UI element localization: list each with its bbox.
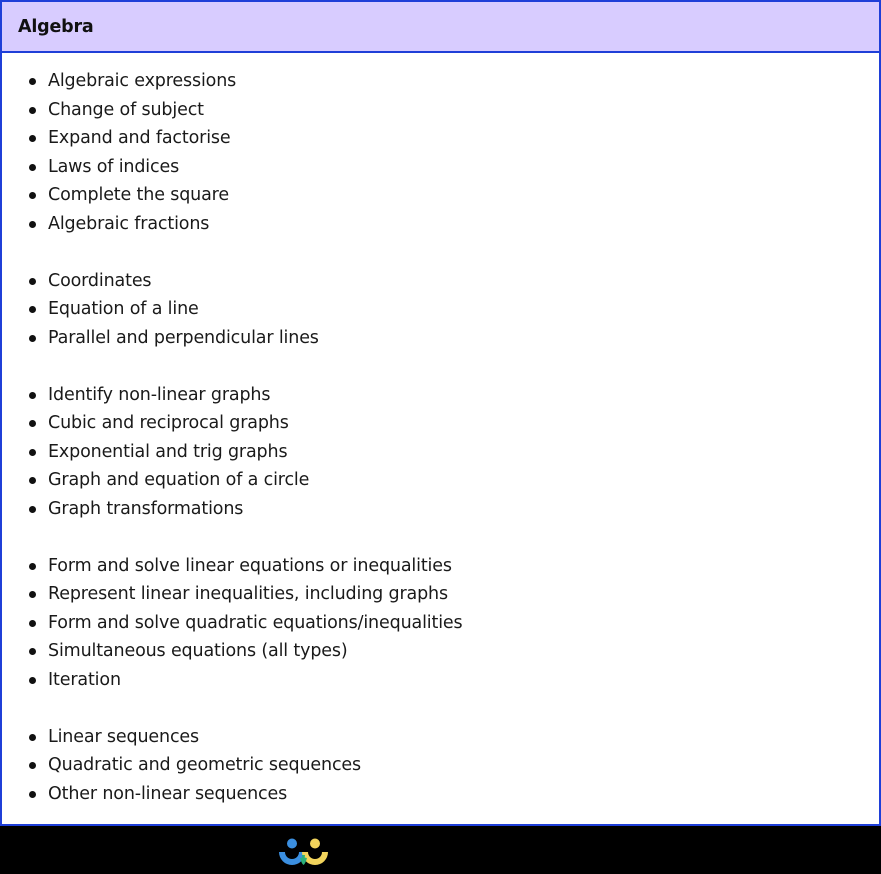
list-item-label: Simultaneous equations (all types)	[48, 641, 348, 661]
list-item-label: Graph and equation of a circle	[48, 470, 310, 490]
bullet-icon	[29, 278, 36, 285]
bullet-icon	[29, 78, 36, 85]
bullet-icon	[29, 648, 36, 655]
bullet-icon	[29, 420, 36, 427]
list-item	[2, 67, 879, 96]
list-item	[2, 751, 879, 780]
topic-group-sequences	[2, 723, 879, 809]
list-item	[2, 153, 879, 182]
bullet-icon	[29, 591, 36, 598]
list-item-label: Graph transformations	[48, 498, 244, 519]
bullet-icon	[29, 620, 36, 627]
list-item	[2, 438, 879, 467]
list-item-label: Form and solve quadratic equations/inequalities	[48, 612, 463, 633]
list-item-label: Parallel and perpendicular lines	[48, 327, 319, 348]
topic-group-equations-inequalities	[2, 552, 879, 695]
bullet-icon	[29, 164, 36, 171]
list-item	[2, 495, 879, 524]
list-item	[2, 552, 879, 581]
card-body	[2, 53, 879, 808]
list-item	[2, 124, 879, 153]
list-item	[2, 466, 879, 495]
list-item	[2, 210, 879, 239]
list-item-label: Iteration	[48, 669, 121, 690]
list-item	[2, 723, 879, 752]
two-smiling-figures-logo-icon	[278, 838, 330, 869]
list-item-label: Cubic and reciprocal graphs	[48, 413, 289, 433]
list-item-label: Algebraic expressions	[48, 71, 237, 91]
list-item	[2, 580, 879, 609]
bullet-icon	[29, 762, 36, 769]
list-item-label: Identify non-linear graphs	[48, 384, 271, 405]
card-header	[2, 2, 879, 53]
bullet-icon	[29, 135, 36, 142]
list-item-label: Exponential and trig graphs	[48, 441, 288, 462]
list-item-label: Laws of indices	[48, 156, 180, 177]
list-item-label: Coordinates	[48, 270, 152, 291]
topic-group-algebraic-manipulation	[2, 67, 879, 238]
bullet-icon	[29, 791, 36, 798]
list-item-label: Other non-linear sequences	[48, 783, 288, 804]
list-item	[2, 181, 879, 210]
list-item	[2, 609, 879, 638]
list-item-label: Form and solve linear equations or inequalities	[48, 555, 452, 576]
list-item	[2, 96, 879, 125]
list-item	[2, 381, 879, 410]
bullet-icon	[29, 449, 36, 456]
bullet-icon	[29, 506, 36, 513]
bullet-icon	[29, 306, 36, 313]
list-item-label: Linear sequences	[48, 726, 199, 747]
list-item	[2, 267, 879, 296]
bullet-icon	[29, 677, 36, 684]
list-item	[2, 780, 879, 809]
bullet-icon	[29, 335, 36, 342]
topic-group-non-linear-graphs	[2, 381, 879, 524]
bullet-icon	[29, 192, 36, 199]
list-item	[2, 295, 879, 324]
list-item	[2, 666, 879, 695]
list-item-label: Equation of a line	[48, 299, 199, 319]
list-item-label: Change of subject	[48, 99, 204, 120]
bullet-icon	[29, 477, 36, 484]
list-item-label: Expand and factorise	[48, 128, 231, 148]
bullet-icon	[29, 563, 36, 570]
bullet-icon	[29, 221, 36, 228]
list-item-label: Algebraic fractions	[48, 213, 210, 234]
bullet-icon	[29, 392, 36, 399]
list-item	[2, 637, 879, 666]
bullet-icon	[29, 107, 36, 114]
list-item-label: Represent linear inequalities, including graphs	[48, 584, 448, 604]
card-title: Algebra	[18, 16, 94, 37]
list-item	[2, 409, 879, 438]
list-item	[2, 324, 879, 353]
list-item-label: Quadratic and geometric sequences	[48, 755, 362, 775]
list-item-label: Complete the square	[48, 185, 229, 205]
bullet-icon	[29, 734, 36, 741]
topic-group-linear-graphs	[2, 267, 879, 353]
